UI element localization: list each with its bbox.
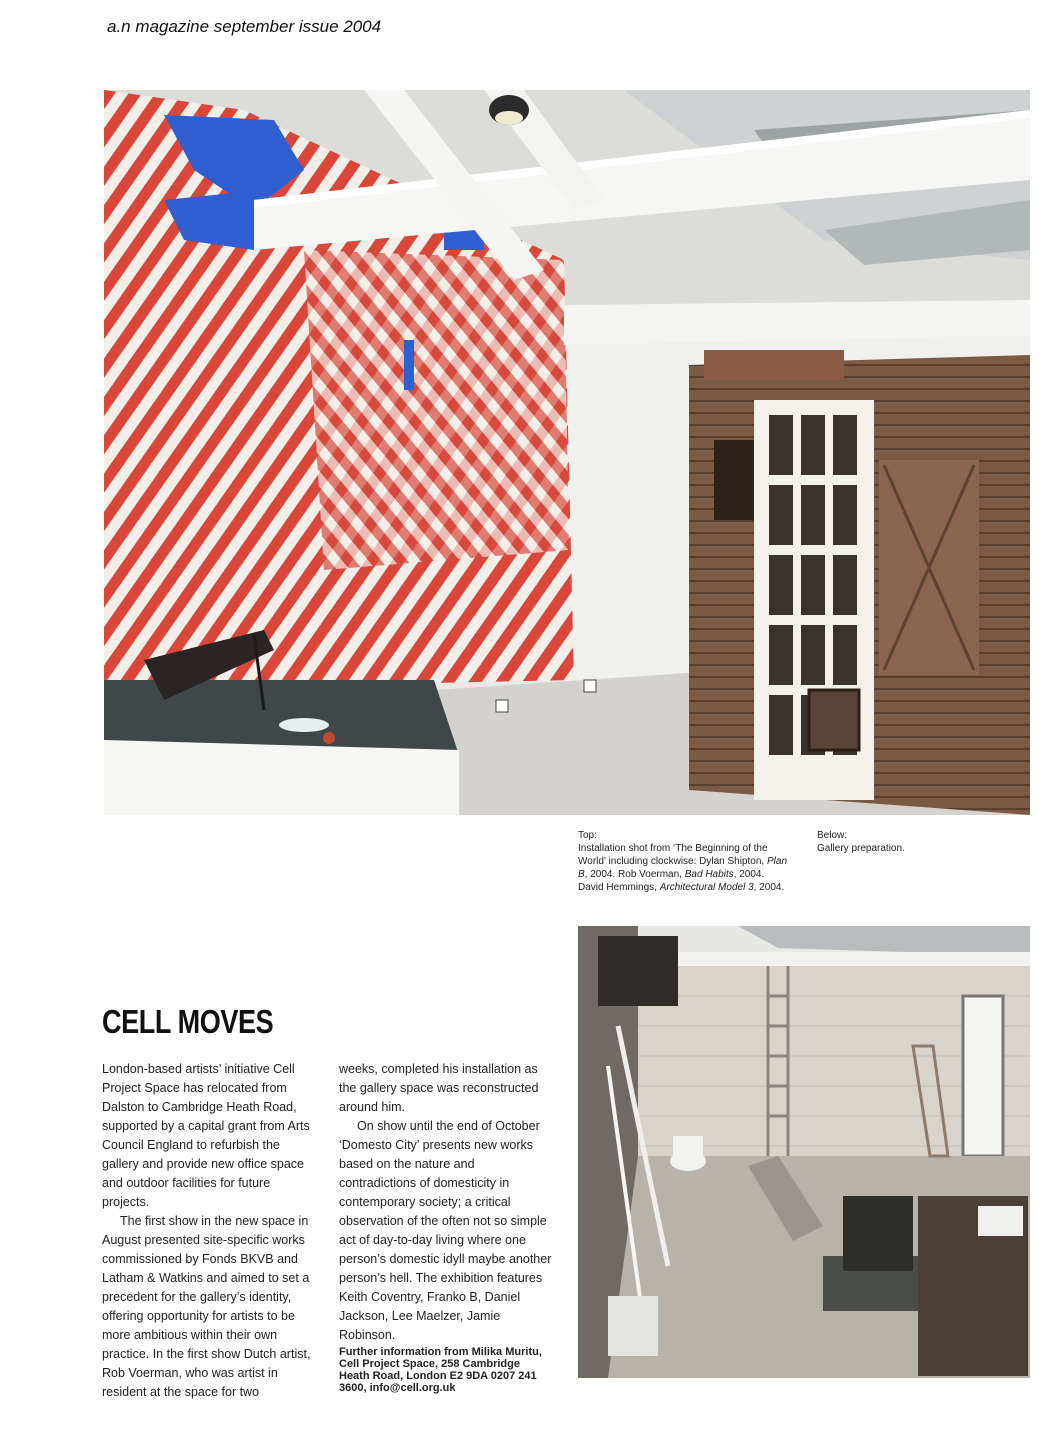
article-paragraph: On show until the end of October ‘Domesto City’ presents new works based on the nature and contradictions of domesticity in contemporary society; a critical observation of the often not so simple act of day-to-day living where one person’s domestic idyll maybe another person’s hell. The exhibition features Keith Coventry, Franko B, Daniel Jackson, Lee Maelzer, Jamie Robinson.: [339, 1119, 552, 1342]
caption-below-label: Below:: [817, 830, 848, 841]
article-paragraph: The first show in the new space in August presented site-specific works commissioned by Fonds BKVB and Latham & Watkins and aimed to set a precedent for the gallery’s identity, offering opportunity for artists to be more ambitious within their own practice. In the first show Dutch artist, Rob Voerman, who was artist in resident at the space for two: [102, 1214, 311, 1399]
installation-photo: [104, 90, 1030, 815]
article-headline: CELL MOVES: [102, 1003, 274, 1040]
contact-info: Further information from Milika Muritu, Cell Project Space, 258 Cambridge Heath Road, London E2 9DA 0207 241 3600, info@cell.org.uk: [339, 1346, 542, 1394]
article-column-2: [339, 1060, 553, 1394]
bottom-photo-caption: [817, 829, 967, 855]
caption-below-text: Gallery preparation.: [817, 843, 905, 854]
caption-top-text: Installation shot from ‘The Beginning of the World’ including clockwise: Dylan Shipton, Plan B, 2004. Rob Voerman, Bad Habits, 2004. David Hemmings, Architectural Model 3, 2004.: [578, 843, 787, 893]
article-column-1: [102, 1060, 316, 1402]
gallery-preparation-photo: [578, 926, 1030, 1378]
article-paragraph: London-based artists’ initiative Cell Project Space has relocated from Dalston to Cambridge Heath Road, supported by a capital grant from Arts Council England to refurbish the gallery and provide new office space and outdoor facilities for future projects.: [102, 1062, 310, 1209]
top-photo-caption: [578, 829, 788, 894]
caption-top-label: Top:: [578, 830, 597, 841]
issue-header: a.n magazine september issue 2004: [107, 17, 382, 36]
article-paragraph: weeks, completed his installation as the gallery space was reconstructed around him.: [339, 1062, 539, 1114]
